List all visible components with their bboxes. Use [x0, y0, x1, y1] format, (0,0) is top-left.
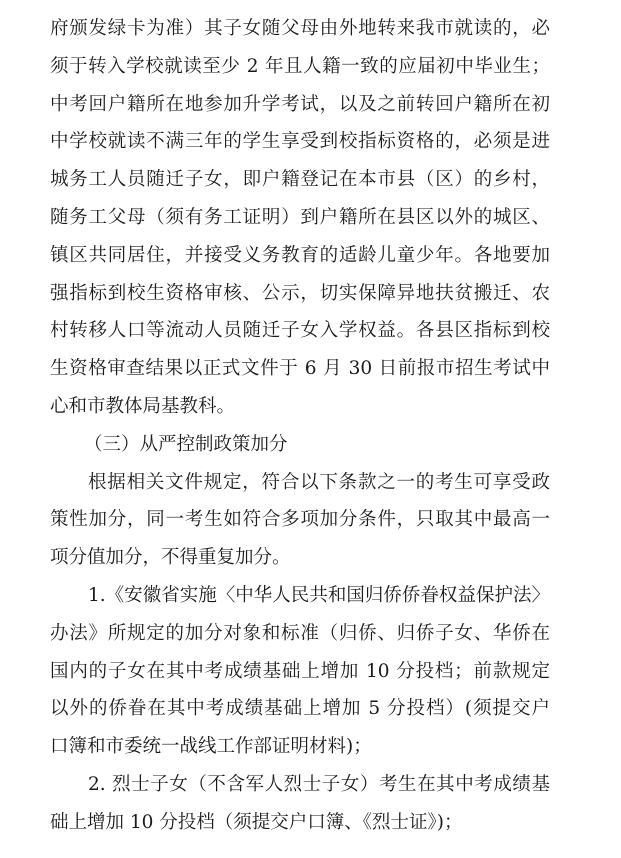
paragraph-line: 策性加分，同一考生如符合多项加分条件，只取其中最高一 [50, 509, 550, 531]
list-item-line: 以外的侨眷在其中考成绩基础上增加 5 分投档）(须提交户 [50, 698, 550, 720]
list-item-line: 础上增加 10 分投档（须提交户口簿、《烈士证》)； [50, 811, 463, 833]
list-item-line: 办法》所规定的加分对象和标准（归侨、归侨子女、华侨在 [50, 622, 550, 644]
paragraph-line: 府颁发绿卡为准）其子女随父母由外地转来我市就读的，必 [50, 18, 550, 39]
list-item-line: 国内的子女在其中考成绩基础上增加 10 分投档；前款规定 [50, 660, 550, 682]
paragraph-line: 随务工父母（须有务工证明）到户籍所在县区以外的城区、 [50, 207, 550, 228]
list-item-line: 2. 烈士子女（不含军人烈士子女）考生在其中考成绩基 [88, 774, 550, 795]
paragraph-line: 根据相关文件规定，符合以下条款之一的考生可享受政 [88, 471, 550, 493]
paragraph-line: 中考回户籍所在地参加升学考试，以及之前转回户籍所在初 [50, 93, 550, 115]
list-item-line: 口簿和市委统一战线工作部证明材料)； [50, 736, 372, 758]
paragraph-line: 项分值加分，不得重复加分。 [50, 547, 291, 569]
paragraph-line: 须于转入学校就读至少 2 年且人籍一致的应届初中毕业生； [50, 55, 550, 77]
paragraph-line: 村转移人口等流动人员随迁子女入学权益。各县区指标到校 [50, 320, 550, 342]
paragraph-line: 强指标到校生资格审核、公示，切实保障异地扶贫搬迁、农 [50, 282, 550, 304]
paragraph-line: 心和市教体局基教科。 [50, 396, 236, 417]
section-heading: （三）从严控制政策加分 [84, 433, 288, 455]
paragraph-line: 城务工人员随迁子女，即户籍登记在本市县（区）的乡村， [50, 169, 550, 191]
list-item-line: 1.《安徽省实施〈中华人民共和国归侨侨眷权益保护法〉 [88, 585, 550, 606]
paragraph-line: 中学校就读不满三年的学生享受到校指标资格的，必须是进 [50, 131, 550, 153]
paragraph-line: 生资格审查结果以正式文件于 6 月 30 日前报市招生考试中 [50, 358, 550, 380]
paragraph-line: 镇区共同居住，并接受义务教育的适龄儿童少年。各地要加 [50, 244, 550, 266]
